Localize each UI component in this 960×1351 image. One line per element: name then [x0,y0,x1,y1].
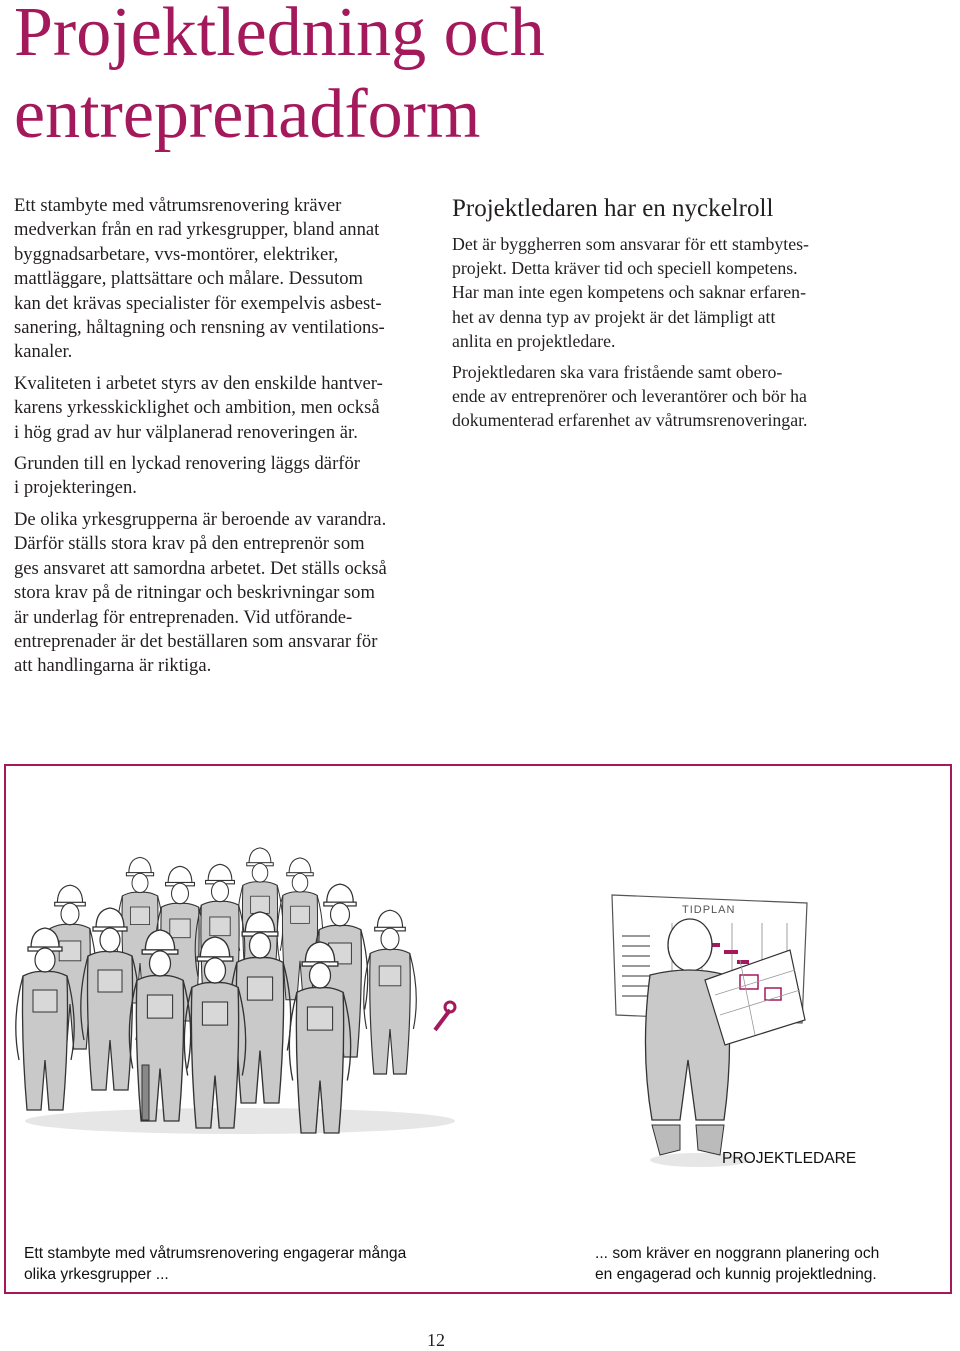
title-line-2: entreprenadform [14,76,481,153]
workers-group-illustration [10,835,460,1135]
left-column [14,194,434,686]
manager-label: PROJEKTLEDARE [722,1150,857,1167]
paragraph: Grunden till en lyckad renovering läggs därför i projekteringen. [14,453,360,499]
page-number: 12 [427,1330,445,1350]
paragraph: Kvaliteten i arbetet styrs av den enskilde hantver- karens yrkesskicklighet och ambition, men också i hög grad av hur välplanerad renoveringen är. [14,372,383,443]
section-heading: Projektledaren har en nyckelroll [452,195,774,222]
paragraph: Projektledaren ska vara fristående samt obero- ende av entreprenörer och leverantörer och bör ha dokumenterad erfarenhet av våtrumsrenoveringar. [452,362,808,431]
project-manager-illustration [630,910,830,1170]
workers-caption: Ett stambyte med våtrumsrenovering engagerar många olika yrkesgrupper ... [24,1245,407,1283]
paragraph: Det är byggherren som ansvarar för ett stambytes- projekt. Detta kräver tid och speciell kompetens. Har man inte egen kompetens och saknar erfaren- het av denna typ av projekt är det lämpligt att anlita en projektledare. [452,234,809,351]
paragraph: Ett stambyte med våtrumsrenovering kräver medverkan från en rad yrkesgrupper, bland annat byggnadsarbetare, vvs-montörer, elektriker, mattläggare, plattsättare och målare. Dessutom kan det krävas specialister för exempelvis asbest- sanering, håltagning och rensning av ventilations- kanaler. [14,195,385,363]
page-title [14,0,545,156]
title-line-1: Projektledning och [14,0,545,71]
schedule-board-label: TIDPLAN [682,904,736,916]
manager-caption: ... som kräver en noggrann planering och en engagerad och kunnig projektledning. [595,1245,880,1283]
right-column [452,194,932,440]
paragraph: De olika yrkesgrupperna är beroende av varandra. Därför ställs stora krav på den entreprenör som ges ansvaret att samordna arbetet. Det ställs också stora krav på de ritningar och beskrivningar som är underlag för entreprenaden. Vid utförande- entreprenader är det beställaren som ansvarar för att handlingarna är riktiga. [14,508,387,677]
